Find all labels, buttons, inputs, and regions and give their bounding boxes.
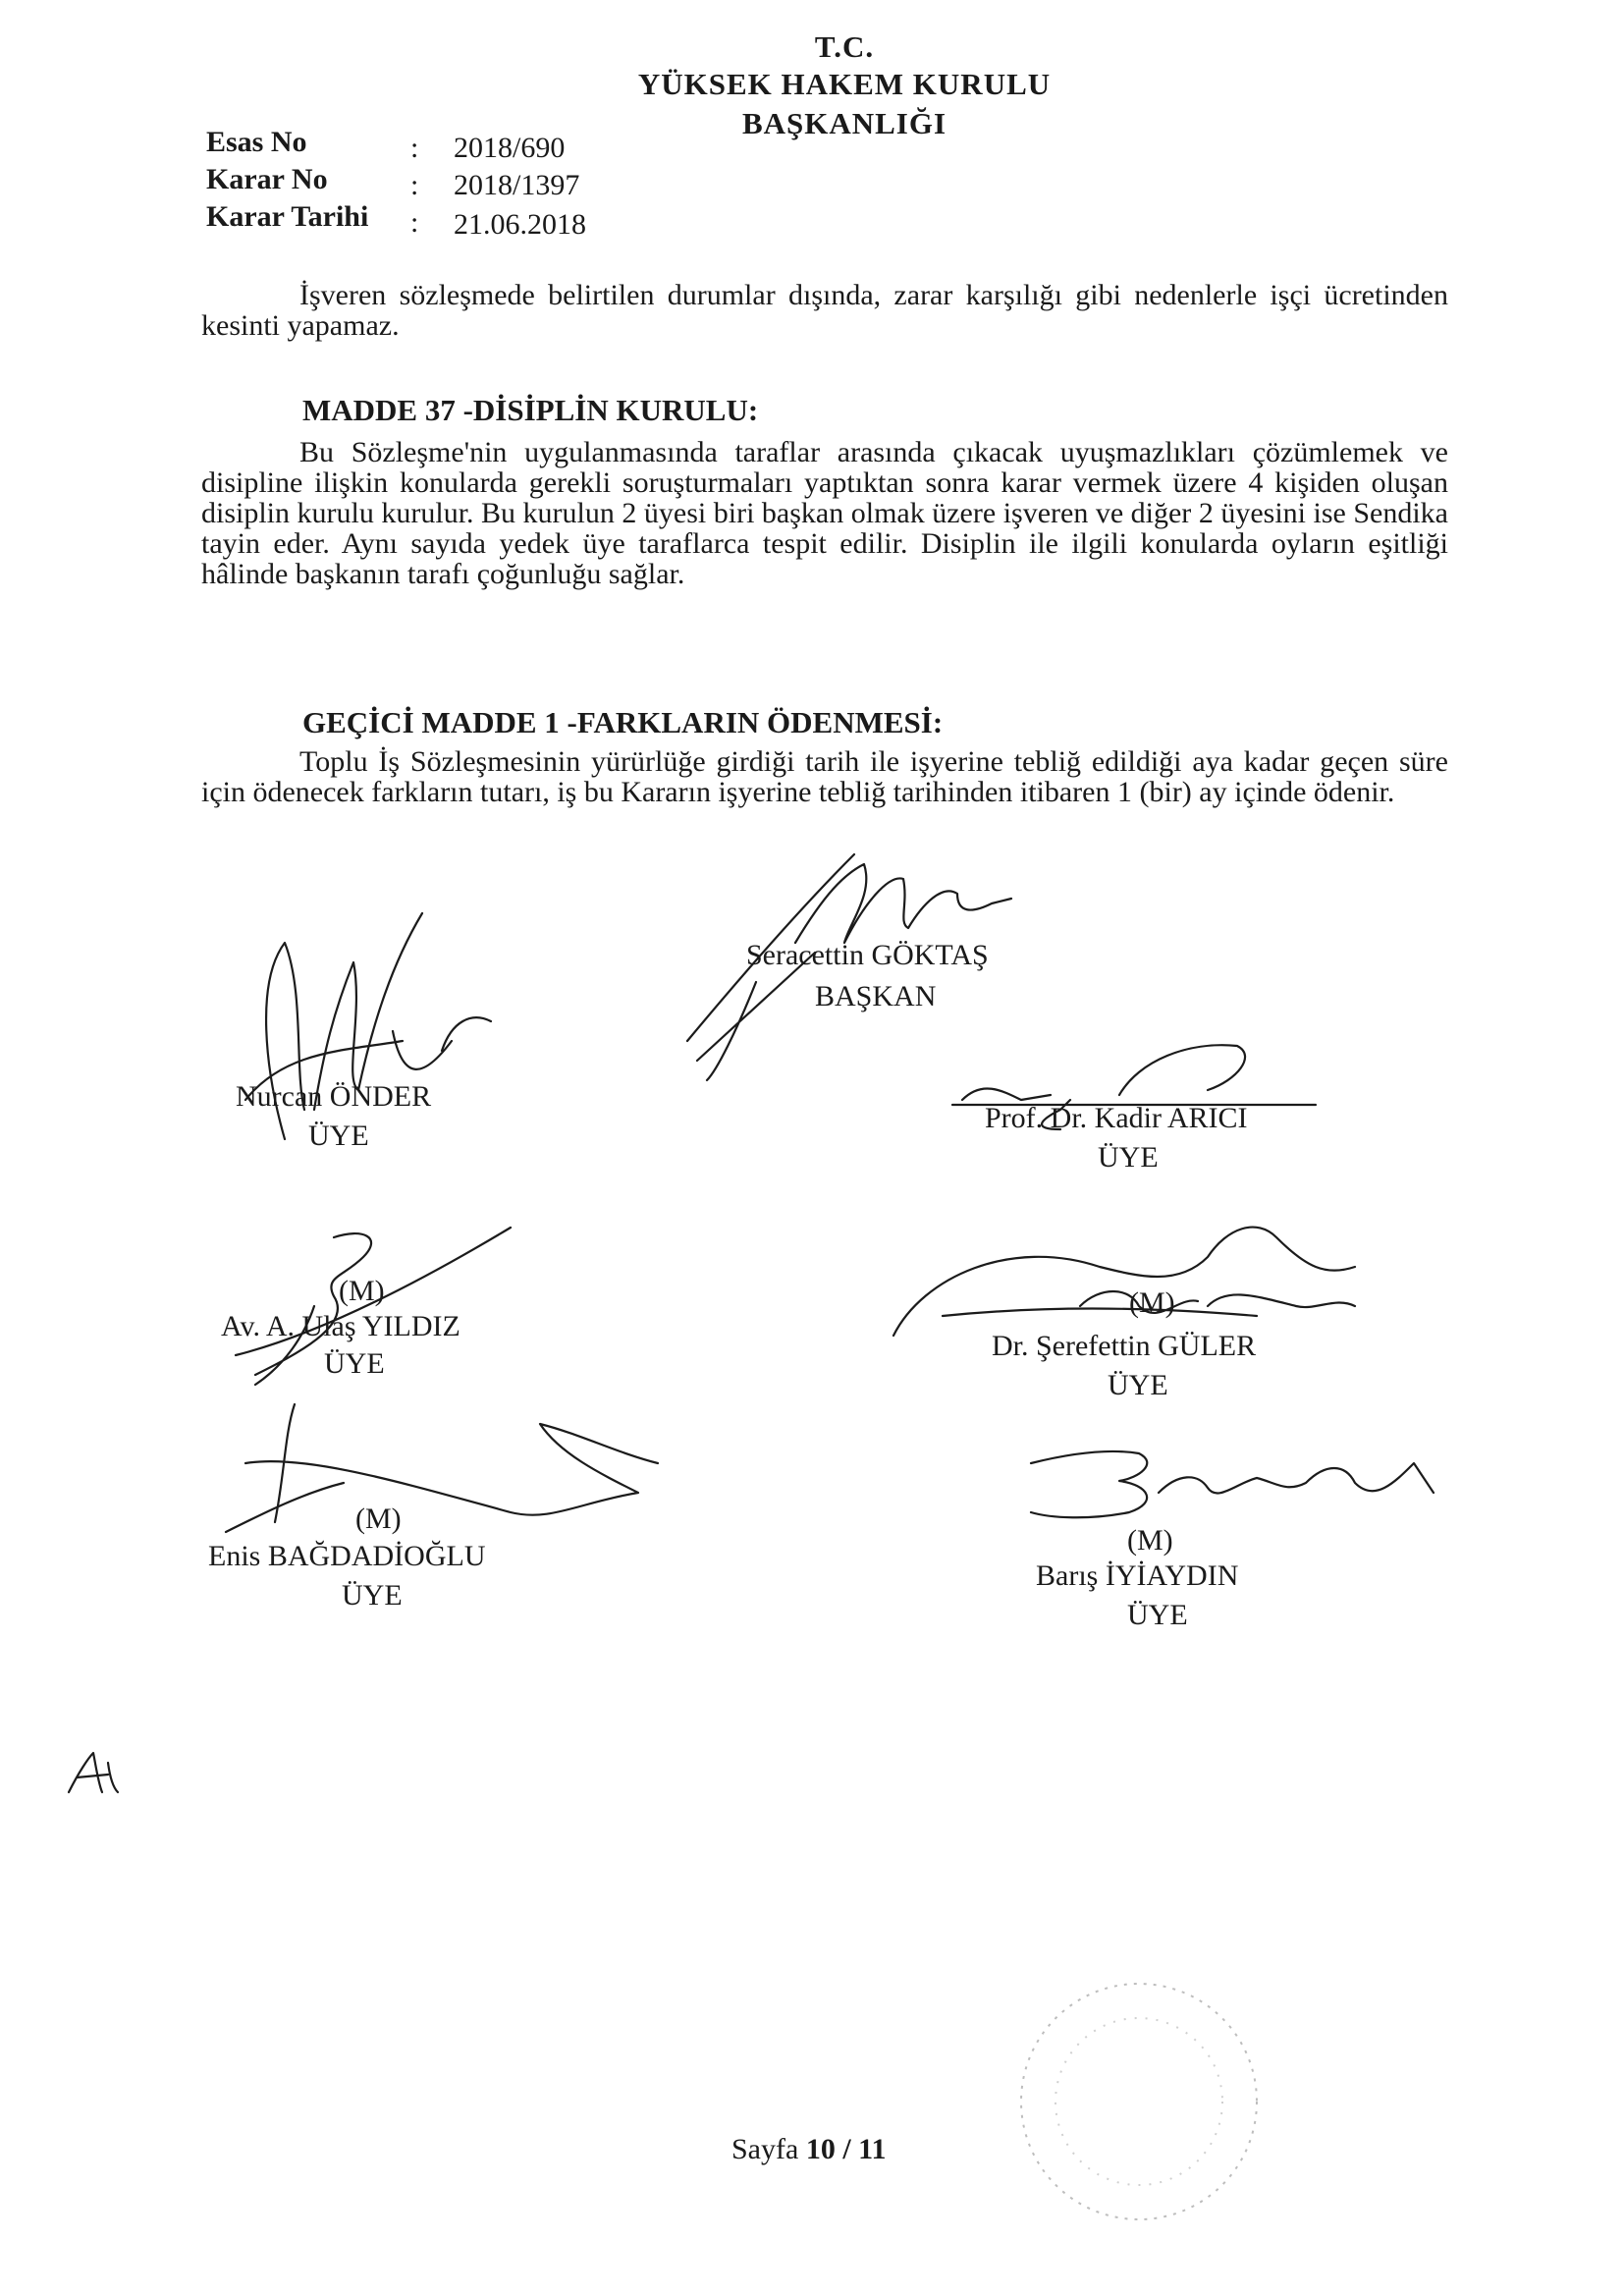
page-number-prefix: Sayfa	[731, 2133, 799, 2165]
case-info-colon: :	[410, 169, 419, 201]
yildiz-mark: (M)	[339, 1275, 385, 1307]
case-info-value: 2018/690	[454, 132, 566, 164]
arici-name: Prof. Dr. Kadir ARICI	[985, 1102, 1248, 1134]
iyiaydin-role: ÜYE	[1127, 1599, 1188, 1631]
header-tc: T.C.	[814, 29, 875, 64]
guler-role: ÜYE	[1108, 1369, 1168, 1401]
president-role: BAŞKAN	[815, 980, 937, 1012]
stamp-mark	[982, 1954, 1296, 2249]
case-info-label: Esas No	[206, 126, 307, 158]
bagdadioglu-mark: (M)	[355, 1503, 402, 1535]
case-info-colon: :	[410, 132, 419, 164]
case-info-value: 21.06.2018	[454, 208, 586, 241]
madde-37-heading: MADDE 37 -DİSİPLİN KURULU:	[302, 393, 759, 427]
header-institution: YÜKSEK HAKEM KURULU	[637, 67, 1052, 101]
case-info-colon: :	[410, 206, 419, 239]
case-info-label: Karar Tarihi	[206, 200, 369, 233]
case-info-label: Karar No	[206, 163, 328, 195]
page-number-separator: /	[842, 2133, 851, 2165]
arici-role: ÜYE	[1098, 1141, 1159, 1174]
madde-37-text: Bu Sözleşme'nin uygulanmasında taraflar arasında çıkacak uyuşmazlıkları çözümlemek ve disipline ilişkin konularda gerekli soruşturmaları yaptıktan sonra karar vermek üzere 4 kişiden oluşan disiplin kurulu kurulur. Bu kurulun 2 üyesi biri başkan olmak üzere işveren ve diğer 2 üyesini ise Sendika tayin eder. Aynı sayıda yedek üye taraflarca tespit edilir. Disiplin ile ilgili konularda oyların eşitliği hâlinde başkanın tarafı çoğunluğu sağlar.	[201, 436, 1448, 590]
yildiz-name: Av. A. Ulaş YILDIZ	[221, 1310, 460, 1342]
president-name: Seracettin GÖKTAŞ	[746, 939, 989, 971]
iyiaydin-name: Barış İYİAYDIN	[1036, 1559, 1239, 1592]
case-info-value: 2018/1397	[454, 169, 580, 201]
page-number-total: 11	[858, 2133, 887, 2165]
signature-iyiaydin	[1011, 1424, 1443, 1532]
yildiz-role: ÜYE	[324, 1347, 385, 1380]
gecici-madde-1-text: Toplu İş Sözleşmesinin yürürlüğe girdiği tarih ile işyerine tebliğ edildiği aya kadar geçen süre için ödenecek farkların tutarı, iş bu Kararın işyerine tebliğ tarihinden itibaren 1 (bir) ay içinde ödenir.	[201, 745, 1448, 808]
signature-president	[677, 835, 1051, 1110]
iyiaydin-mark: (M)	[1127, 1524, 1173, 1557]
onder-role: ÜYE	[308, 1120, 369, 1152]
guler-name: Dr. Şerefettin GÜLER	[992, 1330, 1257, 1362]
guler-mark: (M)	[1129, 1286, 1175, 1319]
gecici-madde-1-heading: GEÇİCİ MADDE 1 -FARKLARIN ÖDENMESİ:	[302, 705, 944, 739]
header-presidency: BAŞKANLIĞI	[741, 106, 947, 140]
intro-paragraph: İşveren sözleşmede belirtilen durumlar dışında, zarar karşılığı gibi nedenlerle işçi ücretinden kesinti yapamaz.	[201, 279, 1448, 342]
signature-onder	[226, 903, 520, 1159]
onder-name: Nurcan ÖNDER	[236, 1080, 432, 1113]
page-number	[731, 2133, 887, 2166]
bagdadioglu-name: Enis BAĞDADİOĞLU	[208, 1540, 486, 1572]
page-number-current: 10	[805, 2133, 836, 2165]
signature-bagdadioglu	[206, 1394, 668, 1552]
initial-mark	[59, 1743, 128, 1802]
bagdadioglu-role: ÜYE	[342, 1579, 403, 1612]
